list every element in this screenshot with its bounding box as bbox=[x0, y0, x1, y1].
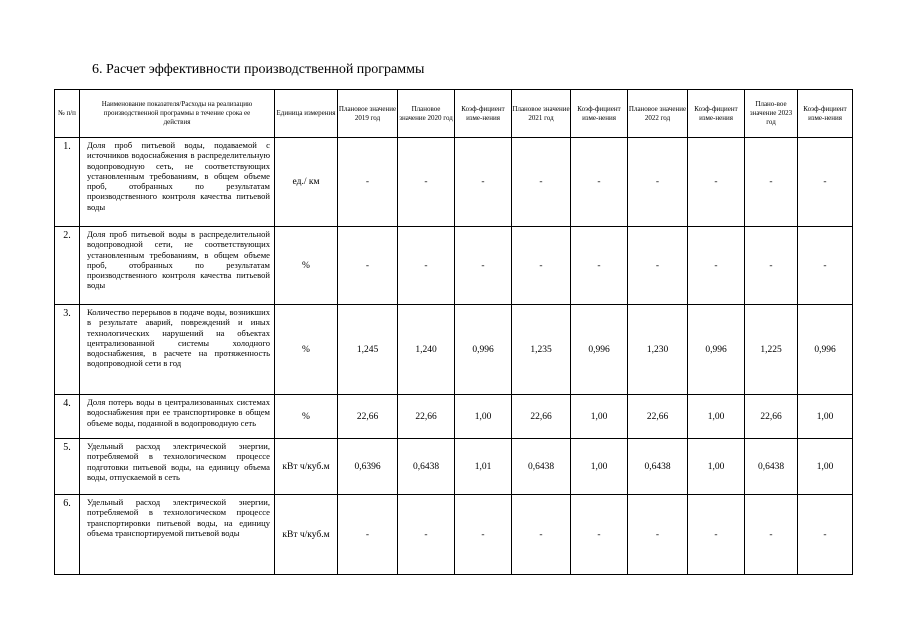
cell-coef-2021: - bbox=[571, 495, 628, 575]
table-row bbox=[55, 395, 853, 439]
cell-plan-2020: 1,240 bbox=[398, 305, 455, 395]
cell-coef-2020: 1,00 bbox=[455, 395, 512, 439]
cell-coef-2021: - bbox=[571, 138, 628, 227]
row-name: Доля проб питьевой воды в распределительной водопроводной сети, не соответствующих установленным требованиям, в общем объеме проб, отобранных по результатам производственного контроля качества питьевой воды bbox=[80, 227, 275, 305]
cell-coef-2023: 1,00 bbox=[798, 439, 853, 495]
cell-coef-2020: - bbox=[455, 227, 512, 305]
cell-coef-2022: 0,996 bbox=[688, 305, 745, 395]
cell-plan-2023: 1,225 bbox=[745, 305, 798, 395]
cell-coef-2023: - bbox=[798, 495, 853, 575]
cell-plan-2022: 1,230 bbox=[628, 305, 688, 395]
cell-plan-2020: 22,66 bbox=[398, 395, 455, 439]
row-unit: кВт ч/куб.м bbox=[275, 495, 338, 575]
row-unit: % bbox=[275, 305, 338, 395]
header-cell-plan-2020: Плановое значение 2020 год bbox=[398, 90, 455, 138]
cell-plan-2019: 22,66 bbox=[338, 395, 398, 439]
cell-coef-2022: 1,00 bbox=[688, 395, 745, 439]
cell-plan-2022: 0,6438 bbox=[628, 439, 688, 495]
cell-coef-2022: 1,00 bbox=[688, 439, 745, 495]
cell-coef-2020: 1,01 bbox=[455, 439, 512, 495]
cell-coef-2023: 0,996 bbox=[798, 305, 853, 395]
row-number: 3. bbox=[55, 305, 80, 395]
table-header-row bbox=[55, 90, 853, 138]
cell-coef-2023: - bbox=[798, 227, 853, 305]
cell-coef-2021: 1,00 bbox=[571, 439, 628, 495]
row-unit: % bbox=[275, 395, 338, 439]
cell-plan-2022: - bbox=[628, 227, 688, 305]
table-row bbox=[55, 138, 853, 227]
header-cell-plan-2023: Плано-вое значение 2023 год bbox=[745, 90, 798, 138]
row-unit: кВт ч/куб.м bbox=[275, 439, 338, 495]
efficiency-table bbox=[54, 89, 853, 575]
cell-plan-2022: - bbox=[628, 495, 688, 575]
row-name: Доля проб питьевой воды, подаваемой с источников водоснабжения в распределительную водопроводную сеть, не соответствующих установленным требованиям, в общем объеме проб, отобранных по результатам производственного контроля качества питьевой воды bbox=[80, 138, 275, 227]
cell-coef-2021: - bbox=[571, 227, 628, 305]
table-row bbox=[55, 305, 853, 395]
row-number: 5. bbox=[55, 439, 80, 495]
table-row bbox=[55, 495, 853, 575]
cell-coef-2023: - bbox=[798, 138, 853, 227]
cell-coef-2021: 0,996 bbox=[571, 305, 628, 395]
cell-plan-2019: - bbox=[338, 138, 398, 227]
cell-plan-2023: 0,6438 bbox=[745, 439, 798, 495]
cell-plan-2023: - bbox=[745, 138, 798, 227]
cell-coef-2020: - bbox=[455, 138, 512, 227]
cell-coef-2022: - bbox=[688, 227, 745, 305]
cell-coef-2020: - bbox=[455, 495, 512, 575]
table-row bbox=[55, 439, 853, 495]
header-cell-plan-2022: Плановое значение 2022 год bbox=[628, 90, 688, 138]
cell-plan-2021: - bbox=[512, 227, 571, 305]
cell-coef-2023: 1,00 bbox=[798, 395, 853, 439]
cell-plan-2019: 1,245 bbox=[338, 305, 398, 395]
cell-plan-2020: - bbox=[398, 227, 455, 305]
cell-plan-2021: - bbox=[512, 138, 571, 227]
cell-coef-2022: - bbox=[688, 495, 745, 575]
row-name: Удельный расход электрической энергии, потребляемой в технологическом процессе транспортировки питьевой воды, на единицу объема транспортируемой питьевой воды bbox=[80, 495, 275, 575]
table-row bbox=[55, 227, 853, 305]
page-title: 6. Расчет эффективности производственной программы bbox=[92, 62, 425, 77]
row-number: 1. bbox=[55, 138, 80, 227]
cell-plan-2022: 22,66 bbox=[628, 395, 688, 439]
header-cell-plan-2019: Плановое значение 2019 год bbox=[338, 90, 398, 138]
header-cell-coef-2023: Коэф-фициент изме-нения bbox=[798, 90, 853, 138]
row-unit: % bbox=[275, 227, 338, 305]
row-number: 2. bbox=[55, 227, 80, 305]
cell-plan-2019: - bbox=[338, 227, 398, 305]
cell-plan-2021: 22,66 bbox=[512, 395, 571, 439]
row-name: Количество перерывов в подаче воды, возникших в результате аварий, повреждений и иных технологических нарушений на объектах централизованной системы холодного водоснабжения, в расчете на протяженность водопроводной сети в год bbox=[80, 305, 275, 395]
cell-plan-2020: - bbox=[398, 138, 455, 227]
cell-coef-2022: - bbox=[688, 138, 745, 227]
row-number: 6. bbox=[55, 495, 80, 575]
header-cell-plan-2021: Плановое значение 2021 год bbox=[512, 90, 571, 138]
row-name: Доля потерь воды в централизованных системах водоснабжения при ее транспортировке в общем объеме воды, поданной в водопроводную сеть bbox=[80, 395, 275, 439]
cell-plan-2023: - bbox=[745, 227, 798, 305]
cell-coef-2021: 1,00 bbox=[571, 395, 628, 439]
cell-plan-2021: - bbox=[512, 495, 571, 575]
header-cell-name: Наименование показателя/Расходы на реализацию производственной программы в течение срока ее действия bbox=[80, 90, 275, 138]
cell-plan-2023: 22,66 bbox=[745, 395, 798, 439]
header-cell-coef-2020: Коэф-фициент изме-нения bbox=[455, 90, 512, 138]
cell-coef-2020: 0,996 bbox=[455, 305, 512, 395]
header-cell-unit: Единица измерения bbox=[275, 90, 338, 138]
cell-plan-2019: - bbox=[338, 495, 398, 575]
cell-plan-2019: 0,6396 bbox=[338, 439, 398, 495]
row-name: Удельный расход электрической энергии, потребляемой в технологическом процессе подготовки питьевой воды, на единицу объема воды, отпускаемой в сеть bbox=[80, 439, 275, 495]
row-number: 4. bbox=[55, 395, 80, 439]
cell-plan-2022: - bbox=[628, 138, 688, 227]
cell-plan-2020: 0,6438 bbox=[398, 439, 455, 495]
row-unit: ед./ км bbox=[275, 138, 338, 227]
cell-plan-2020: - bbox=[398, 495, 455, 575]
cell-plan-2021: 0,6438 bbox=[512, 439, 571, 495]
header-cell-num: № п/п bbox=[55, 90, 80, 138]
header-cell-coef-2022: Коэф-фициент изме-нения bbox=[688, 90, 745, 138]
header-cell-coef-2021: Коэф-фициент изме-нения bbox=[571, 90, 628, 138]
cell-plan-2023: - bbox=[745, 495, 798, 575]
cell-plan-2021: 1,235 bbox=[512, 305, 571, 395]
